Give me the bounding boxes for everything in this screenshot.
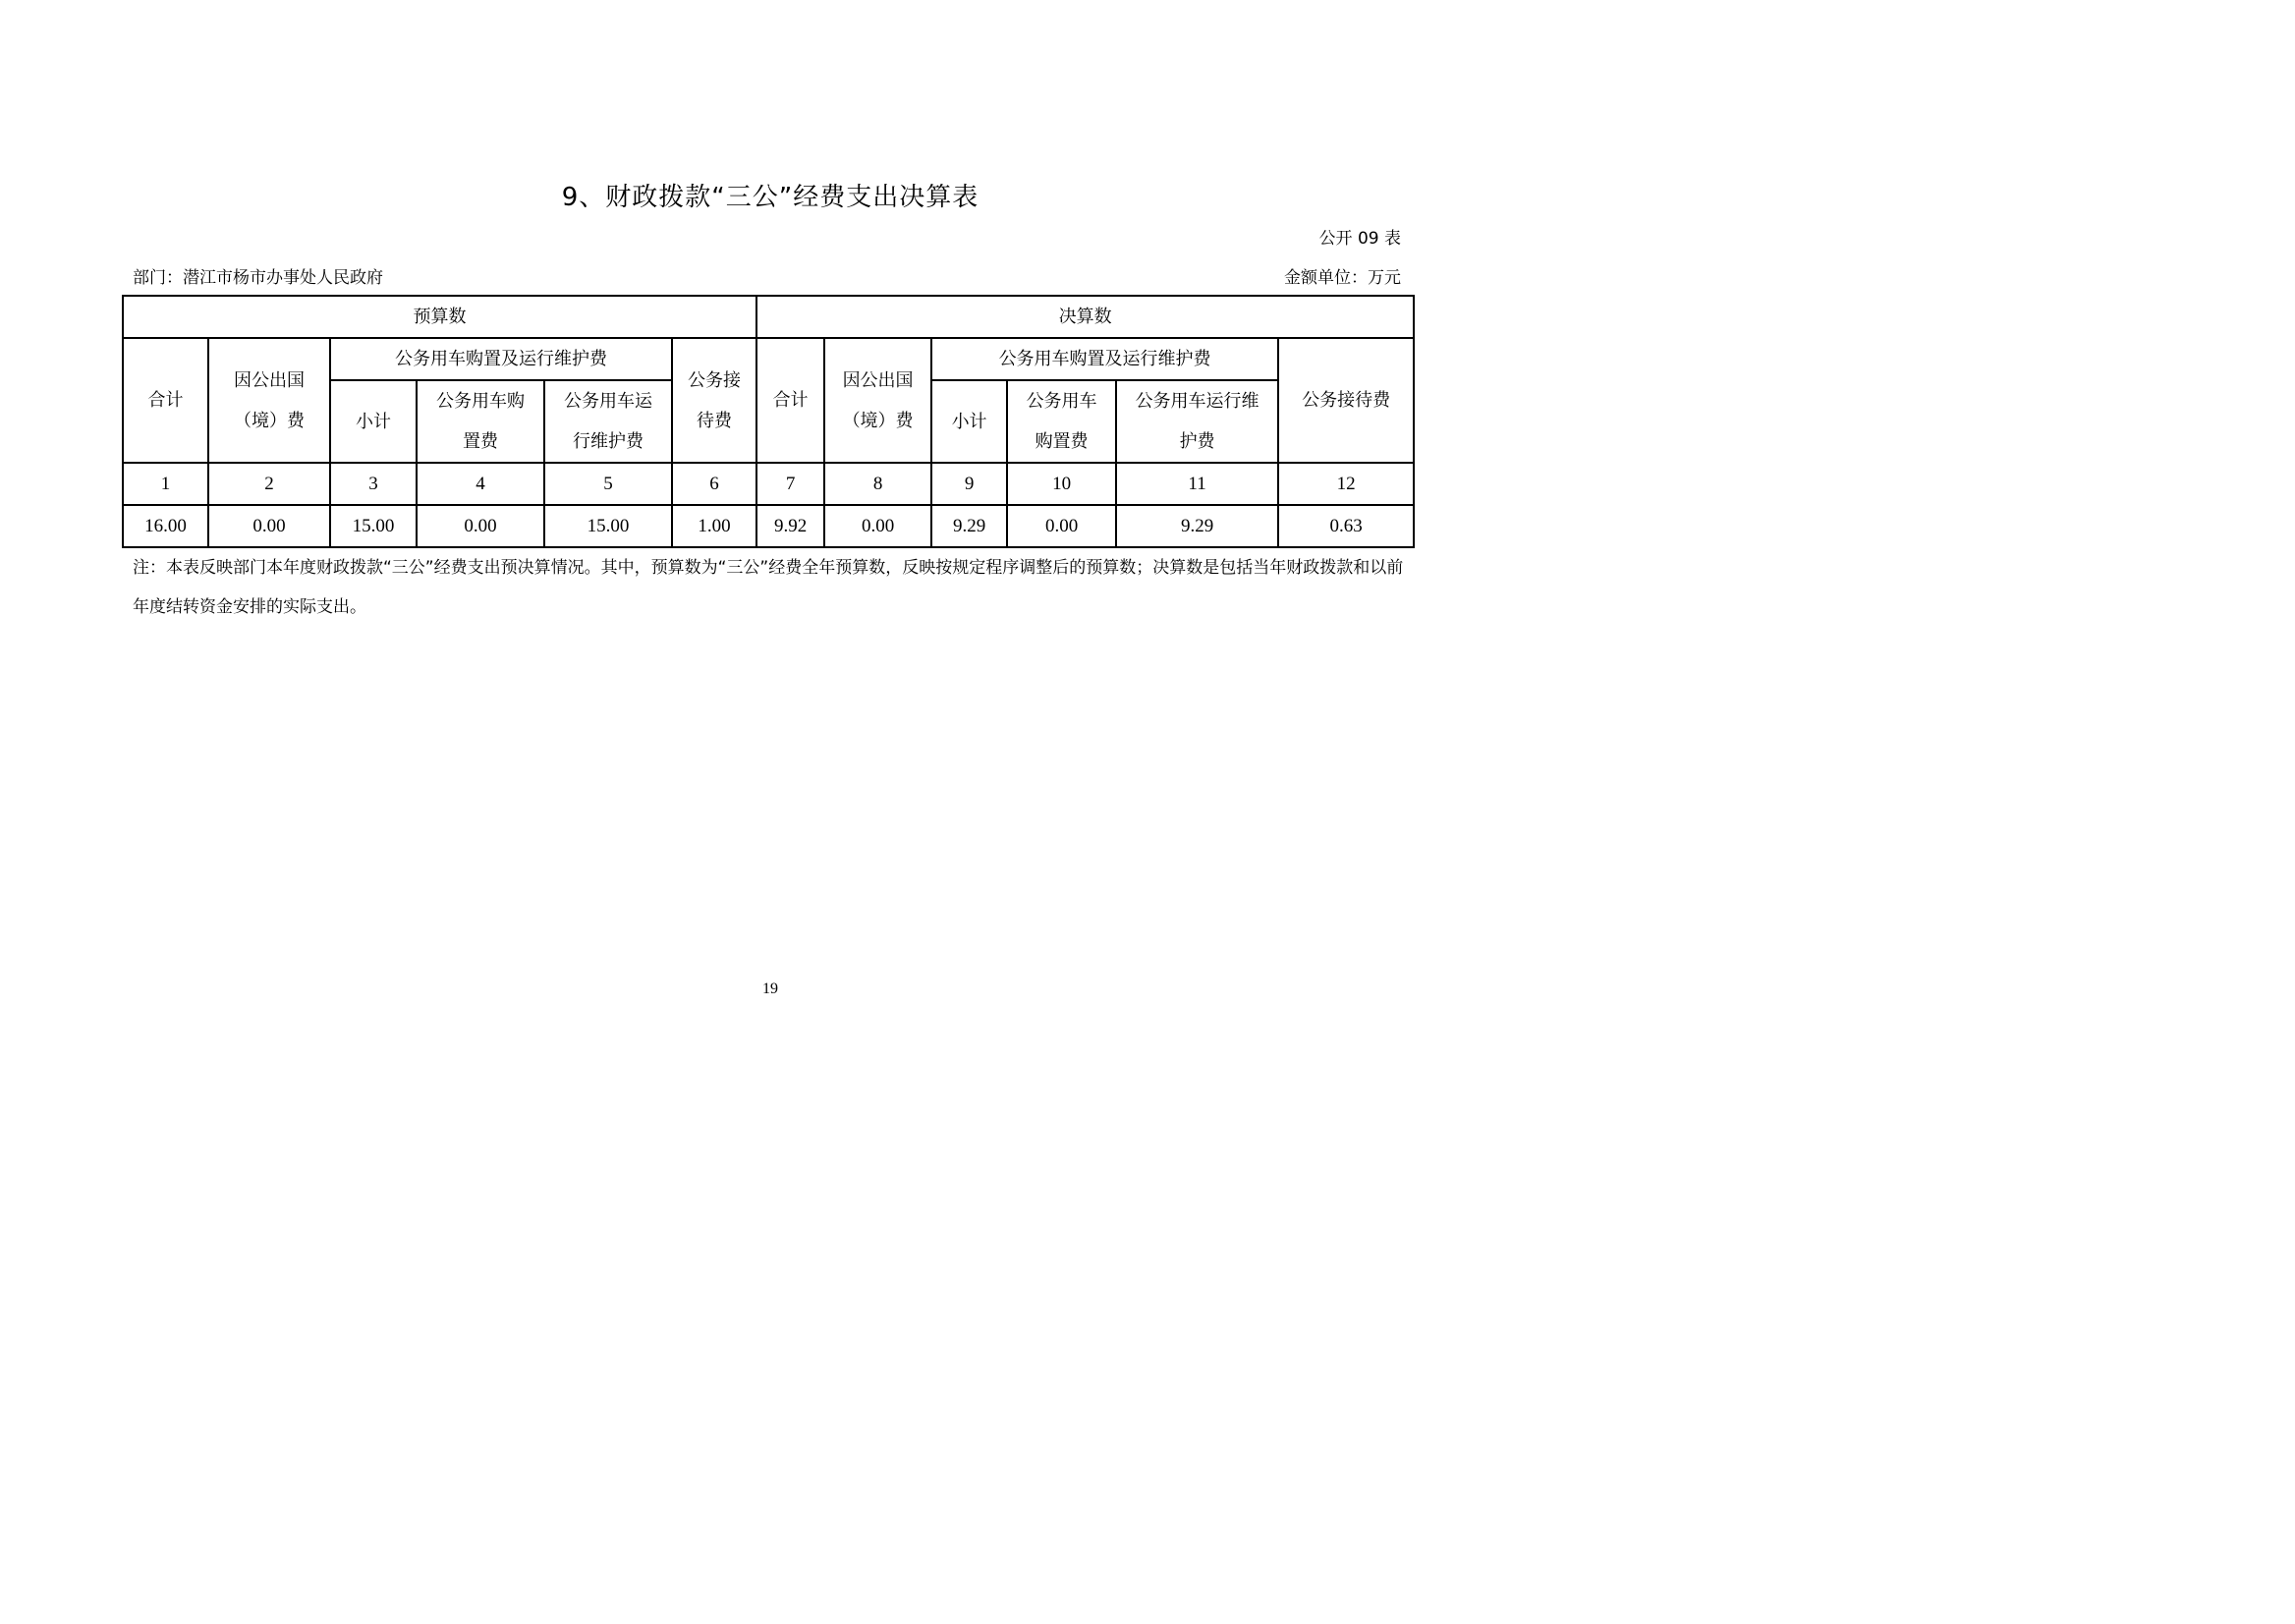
header-line: 因公出国 (234, 369, 305, 391)
value-cell: 0.63 (1278, 505, 1414, 547)
column-number-cell: 6 (672, 463, 756, 505)
final-operation-header (1116, 380, 1278, 463)
header-line: 公务用车运行维 (1135, 391, 1259, 412)
three-public-expenses-table (122, 295, 1415, 548)
budget-group-header: 预算数 (123, 296, 756, 338)
header-line: 因公出国 (842, 369, 914, 391)
column-number-cell: 5 (544, 463, 672, 505)
value-cell: 1.00 (672, 505, 756, 547)
final-total-header: 合计 (756, 338, 824, 463)
budget-abroad-header (208, 338, 330, 463)
final-group-header: 决算数 (756, 296, 1414, 338)
group-header-row (123, 296, 1414, 338)
budget-vehicle-header: 公务用车购置及运行维护费 (330, 338, 672, 380)
value-cell: 0.00 (1007, 505, 1116, 547)
column-number-cell: 7 (756, 463, 824, 505)
final-reception-header: 公务接待费 (1278, 338, 1414, 463)
column-number-cell: 3 (330, 463, 417, 505)
header-line: 置费 (463, 431, 498, 452)
form-number: 公开 09 表 (1318, 229, 1401, 249)
column-number-cell: 4 (417, 463, 544, 505)
value-cell: 9.92 (756, 505, 824, 547)
amount-unit-label: 金额单位：万元 (1284, 268, 1401, 288)
column-number-row (123, 463, 1414, 505)
final-subtotal-header: 小计 (931, 380, 1007, 463)
column-number-cell: 9 (931, 463, 1007, 505)
value-cell: 0.00 (208, 505, 330, 547)
column-number-cell: 10 (1007, 463, 1116, 505)
page-title: 9、财政拨款“三公”经费支出决算表 (561, 183, 980, 212)
header-line: （境）费 (842, 410, 914, 431)
value-cell: 16.00 (123, 505, 208, 547)
value-cell: 9.29 (931, 505, 1007, 547)
header-line: （境）费 (234, 410, 305, 431)
page-number: 19 (762, 980, 778, 997)
column-number-cell: 12 (1278, 463, 1414, 505)
value-cell: 15.00 (544, 505, 672, 547)
column-number-cell: 1 (123, 463, 208, 505)
budget-reception-header (672, 338, 756, 463)
budget-operation-header (544, 380, 672, 463)
column-number-cell: 2 (208, 463, 330, 505)
header-line: 行维护费 (573, 431, 644, 452)
value-cell: 9.29 (1116, 505, 1278, 547)
table-note: 注：本表反映部门本年度财政拨款“三公”经费支出预决算情况。其中，预算数为“三公”经费全年预算数，反映按规定程序调整后的预算数；决算数是包括当年财政拨款和以前年度结转资金安排的实际支出。 (133, 558, 1404, 617)
column-number-cell: 8 (824, 463, 931, 505)
budget-subtotal-header: 小计 (330, 380, 417, 463)
header-line: 购置费 (1035, 431, 1089, 452)
values-row (123, 505, 1414, 547)
final-vehicle-header: 公务用车购置及运行维护费 (931, 338, 1278, 380)
header-line: 公务接 (688, 369, 742, 391)
budget-purchase-header (417, 380, 544, 463)
value-cell: 0.00 (824, 505, 931, 547)
header-line: 公务用车购 (436, 391, 525, 412)
value-cell: 0.00 (417, 505, 544, 547)
value-cell: 15.00 (330, 505, 417, 547)
budget-total-header: 合计 (123, 338, 208, 463)
header-line: 护费 (1179, 431, 1215, 452)
header-line: 公务用车 (1026, 391, 1097, 412)
final-purchase-header (1007, 380, 1116, 463)
header-line: 公务用车运 (564, 391, 652, 412)
final-abroad-header (824, 338, 931, 463)
column-header-row-1 (123, 338, 1414, 380)
header-line: 待费 (697, 410, 733, 431)
department-label: 部门：潜江市杨市办事处人民政府 (133, 268, 383, 288)
column-number-cell: 11 (1116, 463, 1278, 505)
